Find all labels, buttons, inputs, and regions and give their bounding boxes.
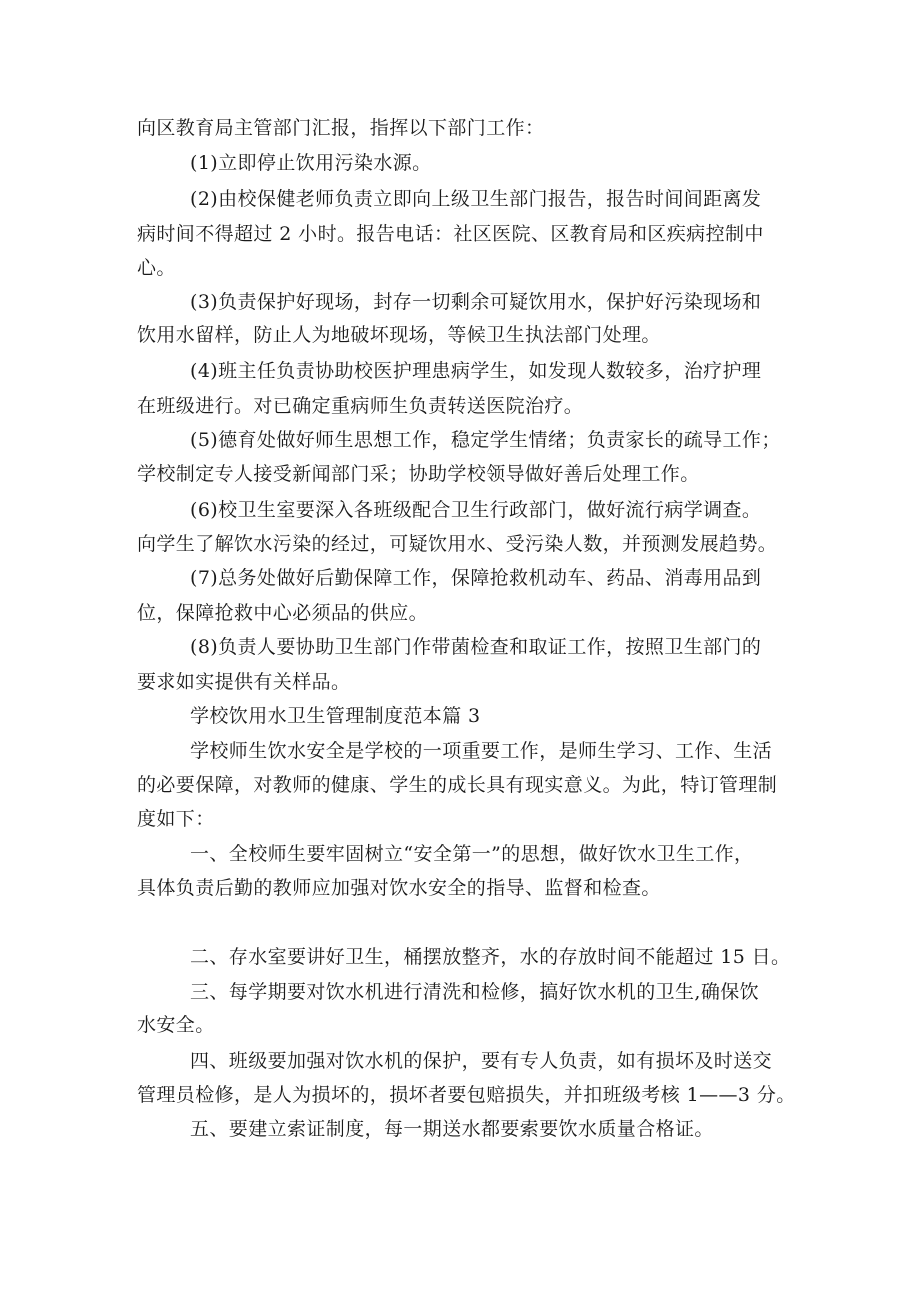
- text-line: 向区教育局主管部门汇报，指挥以下部门工作：: [137, 117, 545, 139]
- text-line: (3)负责保护好现场，封存一切剩余可疑饮用水，保护好污染现场和: [190, 291, 762, 313]
- text-line: 位，保障抢救中心必须品的供应。: [137, 602, 429, 624]
- text-line: (7)总务处做好后勤保障工作，保障抢救机动车、药品、消毒用品到: [190, 567, 762, 589]
- text-line: 在班级进行。对已确定重病师生负责转送医院治疗。: [137, 395, 584, 417]
- text-line: 管理员检修，是人为损坏的，损坏者要包赔损失，并扣班级考核 1——3 分。: [137, 1084, 796, 1106]
- text-line: 二、存水室要讲好卫生，桶摆放整齐，水的存放时间不能超过 15 日。: [190, 946, 791, 968]
- text-line: 饮用水留样，防止人为地破坏现场，等候卫生执法部门处理。: [137, 324, 661, 346]
- text-line: 一、全校师生要牢固树立“安全第一”的思想，做好饮水卫生工作，: [190, 843, 754, 865]
- text-line: 度如下：: [137, 808, 215, 830]
- text-line: 的必要保障，对教师的健康、学生的成长具有现实意义。为此，特订管理制: [137, 774, 778, 796]
- text-line: 向学生了解饮水污染的经过，可疑饮用水、受污染人数，并预测发展趋势。: [137, 533, 778, 555]
- section-heading: 学校饮用水卫生管理制度范本篇 3: [190, 705, 481, 727]
- text-line: 学校师生饮水安全是学校的一项重要工作，是师生学习、工作、生活: [190, 740, 773, 762]
- text-line: 四、班级要加强对饮水机的保护，要有专人负责，如有损坏及时送交: [190, 1050, 773, 1072]
- text-line: 五、要建立索证制度，每一期送水都要索要饮水质量合格证。: [190, 1118, 714, 1140]
- text-line: 三、每学期要对饮水机进行清洗和检修，搞好饮水机的卫生,确保饮: [190, 981, 760, 1003]
- text-line: (4)班主任负责协助校医护理患病学生，如发现人数较多，治疗护理: [190, 360, 762, 382]
- text-line: 水安全。: [137, 1014, 215, 1036]
- text-line: (1)立即停止饮用污染水源。: [190, 152, 432, 174]
- text-line: (6)校卫生室要深入各班级配合卫生行政部门，做好流行病学调查。: [190, 499, 762, 521]
- text-line: (2)由校保健老师负责立即向上级卫生部门报告，报告时间间距离发: [190, 188, 762, 210]
- text-line: 具体负责后勤的教师应加强对饮水安全的指导、监督和检查。: [137, 877, 661, 899]
- text-line: 心。: [137, 257, 176, 279]
- text-line: (8)负责人要协助卫生部门作带菌检查和取证工作，按照卫生部门的: [190, 636, 762, 658]
- text-line: 病时间不得超过 2 小时。报告电话：社区医院、区教育局和区疾病控制中: [137, 223, 764, 245]
- text-line: 学校制定专人接受新闻部门采；协助学校领导做好善后处理工作。: [137, 463, 700, 485]
- text-line: 要求如实提供有关样品。: [137, 671, 351, 693]
- text-line: (5)德育处做好师生思想工作，稳定学生情绪；负责家长的疏导工作；: [190, 429, 781, 451]
